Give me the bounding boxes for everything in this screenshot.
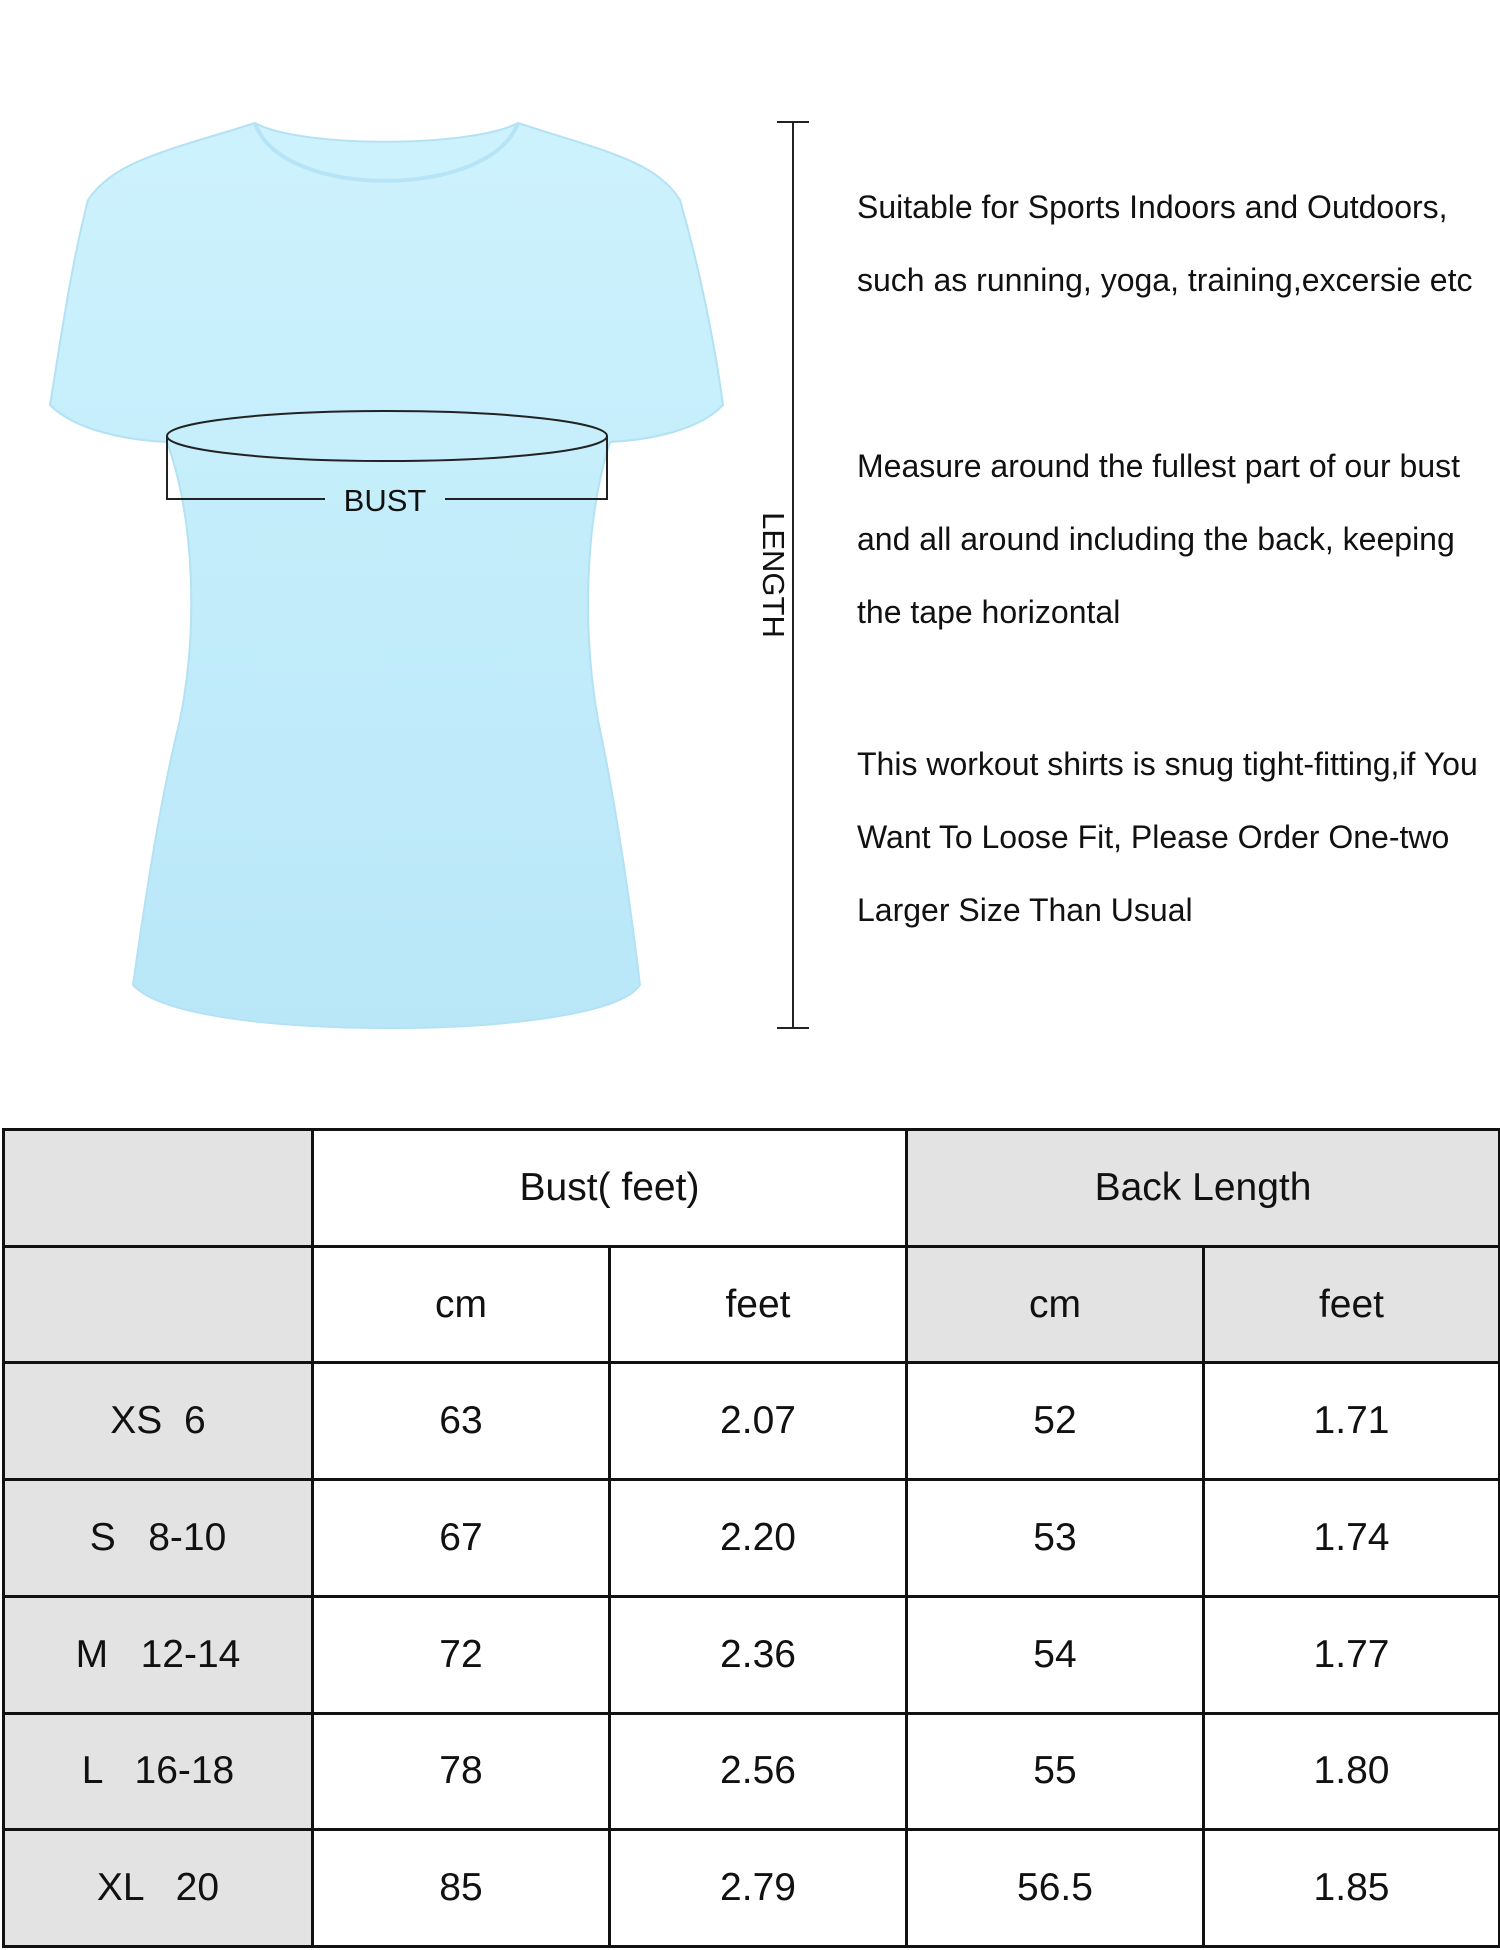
bust-feet-cell: 2.79 bbox=[610, 1830, 907, 1947]
size-cell: XS 6 bbox=[4, 1363, 313, 1480]
bust-feet-cell: 2.20 bbox=[610, 1480, 907, 1597]
length-cm-cell: 53 bbox=[907, 1480, 1204, 1597]
length-feet-cell: 1.71 bbox=[1204, 1363, 1500, 1480]
table-row bbox=[4, 1480, 1500, 1597]
size-cell: M 12-14 bbox=[4, 1596, 313, 1713]
unit-header-length-feet: feet bbox=[1204, 1246, 1500, 1363]
bust-feet-cell: 2.36 bbox=[610, 1596, 907, 1713]
length-feet-cell: 1.80 bbox=[1204, 1713, 1500, 1830]
size-cell: S 8-10 bbox=[4, 1480, 313, 1597]
bust-cm-cell: 78 bbox=[313, 1713, 610, 1830]
unit-header-bust-cm: cm bbox=[313, 1246, 610, 1363]
size-cell: XL 20 bbox=[4, 1830, 313, 1947]
group-header-row bbox=[4, 1130, 1500, 1247]
description-fit: This workout shirts is snug tight-fitting,if You Want To Loose Fit, Please Order One-two Larger Size Than Usual bbox=[857, 746, 1478, 928]
unit-header-row bbox=[4, 1246, 1500, 1363]
length-cm-cell: 56.5 bbox=[907, 1830, 1204, 1947]
length-feet-cell: 1.85 bbox=[1204, 1830, 1500, 1947]
table-row bbox=[4, 1830, 1500, 1947]
bust-cm-cell: 67 bbox=[313, 1480, 610, 1597]
tshirt-icon bbox=[50, 123, 723, 1028]
back-length-group-header: Back Length bbox=[907, 1130, 1500, 1247]
bust-cm-cell: 85 bbox=[313, 1830, 610, 1947]
table-row bbox=[4, 1713, 1500, 1830]
length-feet-cell: 1.74 bbox=[1204, 1480, 1500, 1597]
size-cell: L 16-18 bbox=[4, 1713, 313, 1830]
length-feet-cell: 1.77 bbox=[1204, 1596, 1500, 1713]
unit-header-length-cm: cm bbox=[907, 1246, 1204, 1363]
size-chart-table bbox=[2, 1128, 1500, 1948]
bust-label: BUST bbox=[343, 483, 427, 518]
length-cm-cell: 54 bbox=[907, 1596, 1204, 1713]
table-row bbox=[4, 1363, 1500, 1480]
bust-group-header: Bust( feet) bbox=[313, 1130, 907, 1247]
length-cm-cell: 55 bbox=[907, 1713, 1204, 1830]
table-row bbox=[4, 1596, 1500, 1713]
bust-cm-cell: 72 bbox=[313, 1596, 610, 1713]
unit-header-bust-feet: feet bbox=[610, 1246, 907, 1363]
bust-feet-cell: 2.56 bbox=[610, 1713, 907, 1830]
length-cm-cell: 52 bbox=[907, 1363, 1204, 1480]
description-sports: Suitable for Sports Indoors and Outdoors, such as running, yoga, training,excersie etc bbox=[857, 189, 1473, 298]
bust-cm-cell: 63 bbox=[313, 1363, 610, 1480]
table-corner-cell bbox=[4, 1130, 313, 1247]
length-label: LENGTH bbox=[756, 512, 791, 638]
bust-feet-cell: 2.07 bbox=[610, 1363, 907, 1480]
table-corner-cell bbox=[4, 1246, 313, 1363]
description-measure: Measure around the fullest part of our bust and all around including the back, keeping the tape horizontal bbox=[857, 448, 1461, 630]
